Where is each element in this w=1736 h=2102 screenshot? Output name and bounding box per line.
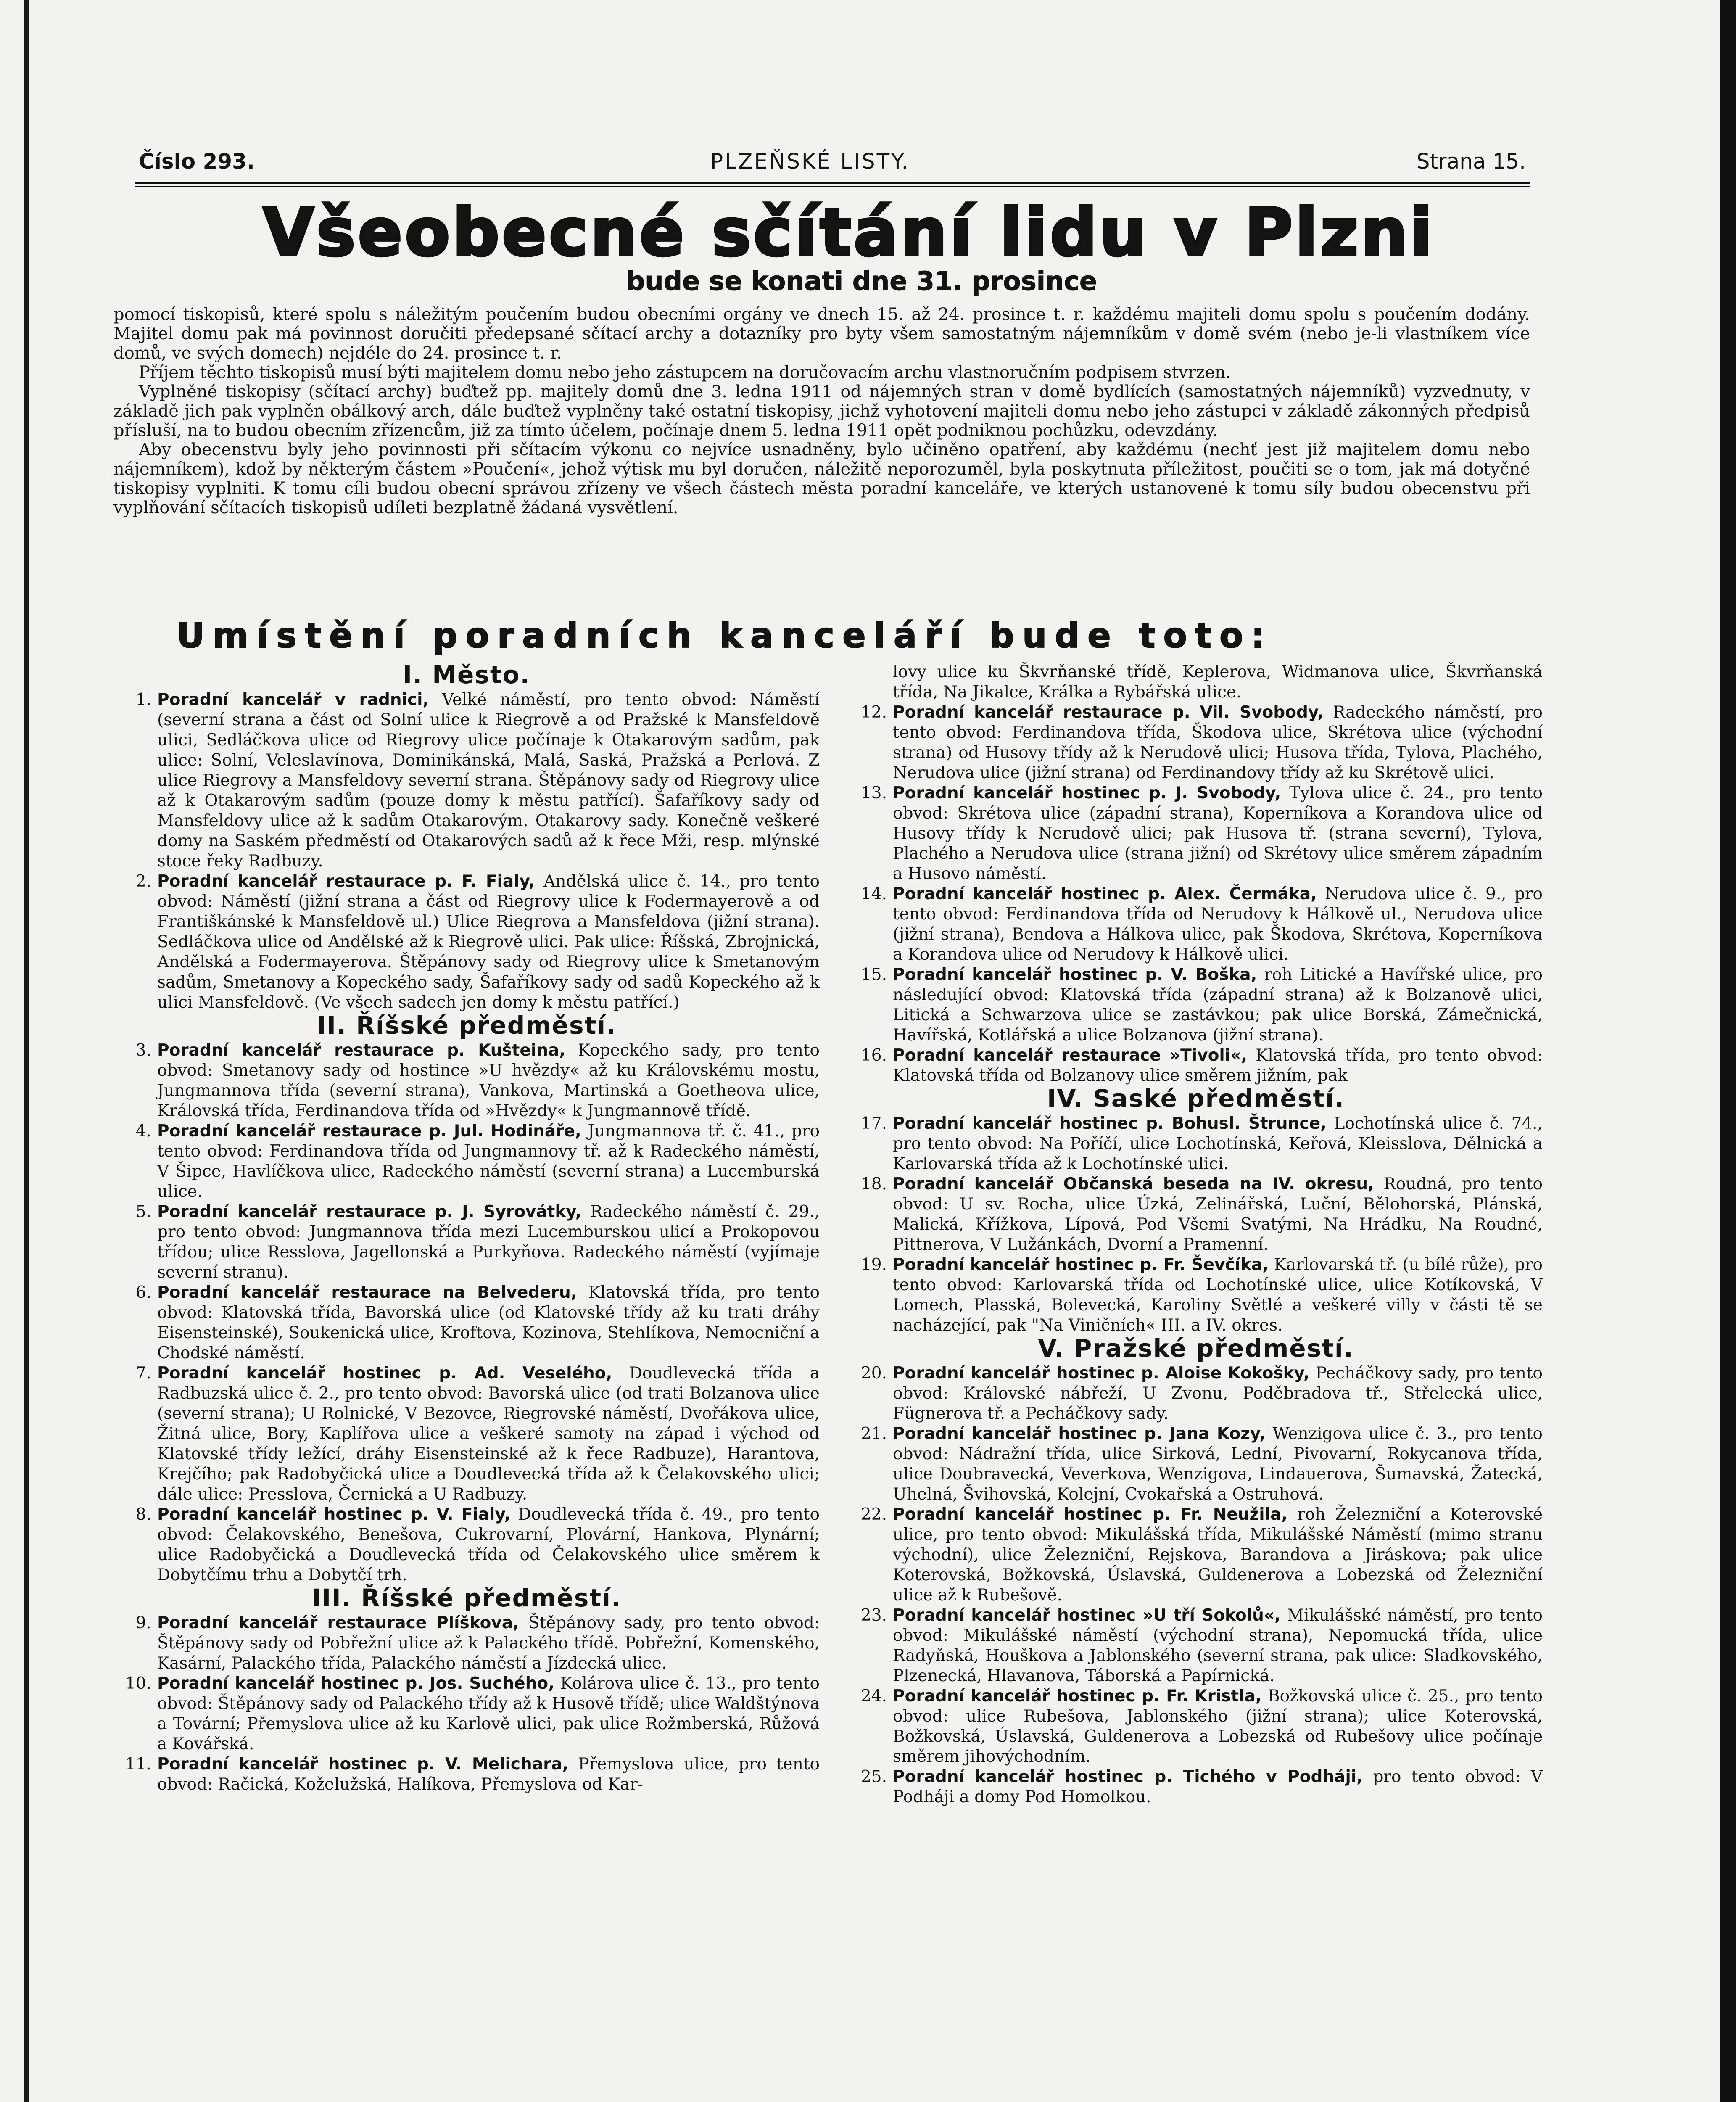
office-name: Poradní kancelář hostinec p. Bohusl. Štrunce, (893, 1114, 1327, 1133)
office-number: 16. (860, 1046, 887, 1065)
intro-paragraph: Příjem těchto tiskopisů musí býti majitelem domu nebo jeho zástupcem na doručovacím archu vlastnoručním podpisem stvrzen. (139, 363, 1231, 382)
office-name: Poradní kancelář restaurace p. Kušteina, (157, 1041, 566, 1060)
office-number: 19. (860, 1255, 887, 1274)
office-entry (849, 783, 1543, 884)
office-name: Poradní kancelář v radnici, (157, 690, 429, 709)
office-entry (113, 1040, 820, 1121)
office-entry (113, 690, 820, 871)
office-number: 22. (860, 1505, 887, 1524)
office-number: 8. (135, 1505, 151, 1524)
office-entry (849, 1505, 1543, 1606)
office-name: Poradní kancelář restaurace p. Jul. Hodináře, (157, 1122, 581, 1141)
office-name: Poradní kancelář hostinec p. Jos. Suchého, (157, 1674, 554, 1693)
office-entry (849, 1255, 1543, 1336)
office-entry (113, 871, 820, 1013)
office-number: 23. (860, 1606, 887, 1625)
left-column (113, 662, 820, 1795)
page-number: Strana 15. (1416, 149, 1526, 174)
district-heading: I. Město. (403, 660, 530, 689)
office-name: Poradní kancelář hostinec p. Fr. Ševčíka, (893, 1255, 1269, 1274)
headline: Všeobecné sčítání lidu v Plzni (263, 194, 1435, 271)
office-entry (849, 1174, 1543, 1255)
district-heading: V. Pražské předměstí. (1038, 1334, 1354, 1363)
office-continuation: lovy ulice ku Škvrňanské třídě, Keplerova, Widmanova ulice, Škvrňanská třída, Na Jikalce, Králka a Rybářská ulice. (893, 663, 1543, 702)
office-text: Radeckého náměstí, pro tento obvod: Ferdinandova třída, Škodova ulice, Skrétova ulice (východní strana) od Husovy třídy až k Nerudově ulici; Husova třída, Tylova, Plachého, Nerudova ulice (jižní strana) od Ferdinandovy třídy až ku Skrétově ulici. (893, 703, 1543, 782)
office-text: Kolárova ulice č. 13., pro tento obvod: Štěpánovy sady od Palackého třídy až k Husově třídě; ulice Waldštýnova a Tovární; Přemyslova ulice až ku Karlově ulici, pak ulice Rožmberská, Růžová a Kovářská. (157, 1674, 820, 1753)
newspaper-title: PLZEŇSKÉ LISTY. (710, 149, 910, 174)
district-heading: II. Říšské předměstí. (317, 1011, 617, 1040)
office-number: 7. (135, 1364, 151, 1383)
office-number: 1. (135, 690, 151, 709)
office-name: Poradní kancelář hostinec »U tří Sokolů«, (893, 1606, 1281, 1625)
office-number: 6. (135, 1283, 151, 1302)
office-name: Poradní kancelář hostinec p. V. Boška, (893, 965, 1257, 984)
office-number: 18. (860, 1175, 887, 1194)
office-number: 12. (860, 703, 887, 722)
office-text: Božkovská ulice č. 25., pro tento obvod: ulice Rubešova, Jablonského (jižní strana); ulice Koterovská, Božkovská, Úslavská, Guldenerova a Lobezská od Rubešovy ulice počínaje směrem jihovýchodním. (893, 1687, 1543, 1766)
office-text: Wenzigova ulice č. 3., pro tento obvod: Nádražní třída, ulice Sirková, Lední, Pivovarní, Rokycanova třída, ulice Doubravecká, Veverkova, Wenzigova, Lindauerova, Šumavská, Žatecká, Uhelná, Švihovská, Kolejní, Cvokařská a Ostruhová. (893, 1424, 1543, 1504)
office-entry (113, 1505, 820, 1585)
office-entry (849, 1424, 1543, 1505)
office-text: Doudlevecká třída č. 49., pro tento obvod: Čelakovského, Benešova, Cukrovarní, Plovární, Hankova, Plynární; ulice Radobyčická a Doudlevecká třída od Čelakovského ulice směrem k Dobytčímu trhu a Dobytčí trh. (157, 1505, 820, 1584)
office-number: 2. (135, 872, 151, 891)
office-text: Tylova ulice č. 24., pro tento obvod: Skrétova ulice (západní strana), Koperníkova a Korandova ulice od Husovy třídy k Nerudově ulici; pak Husova tř. (strana severní), Tylova, Plachého a Nerudova ulice (strana jižní) od Skrétovy ulice směrem západním a Husovo náměstí. (893, 784, 1543, 883)
office-name: Poradní kancelář hostinec p. Ad. Veselého, (157, 1364, 612, 1383)
office-name: Poradní kancelář hostinec p. Jana Kozy, (893, 1424, 1266, 1443)
office-entry (849, 1363, 1543, 1424)
office-text: Přemyslova ulice, pro tento obvod: Račická, Koželužská, Halíkova, Přemyslova od Kar- (157, 1755, 820, 1794)
office-number: 5. (135, 1202, 151, 1221)
office-number: 14. (860, 885, 887, 903)
office-entry (113, 1754, 820, 1795)
office-entry (849, 965, 1543, 1046)
office-name: Poradní kancelář hostinec p. Alex. Čermáka, (893, 885, 1317, 903)
office-entry (113, 1121, 820, 1202)
office-text: Štěpánovy sady, pro tento obvod: Štěpánovy sady od Pobřežní ulice až k Palackého třídě. Pobřežní, Komenského, Kasární, Palackého třída, Palackého náměstí a Jízdecká ulice. (157, 1613, 820, 1673)
district-heading: IV. Saské předměstí. (1047, 1084, 1345, 1113)
office-name: Poradní kancelář hostinec p. Fr. Kristla, (893, 1687, 1262, 1706)
office-name: Poradní kancelář restaurace »Tivoli«, (893, 1046, 1248, 1065)
office-text: Mikulášské náměstí, pro tento obvod: Mikulášské náměstí (východní strana), Nepomucká třída, ulice Radyňská, Houškova a Jablonského (severní strana, pak ulice: Sladkovského, Plzenecká, Hlavanova, Táborská a Papírnická. (893, 1606, 1543, 1685)
office-number: 24. (860, 1687, 887, 1706)
page-header (139, 149, 1526, 174)
office-number: 21. (860, 1424, 887, 1443)
district-heading: III. Říšské předměstí. (311, 1584, 621, 1612)
office-entry (113, 1283, 820, 1363)
office-entry (849, 1114, 1543, 1174)
office-entry (113, 1674, 820, 1754)
office-name: Poradní kancelář hostinec p. Aloise Kokošky, (893, 1364, 1310, 1383)
office-text: Karlovarská tř. (u bílé růže), pro tento obvod: Karlovarská třída od Lochotínské ulice, ulice Kotíkovská, V Lomech, Plasská, Bolevecká, Karoliny Světlé a veškeré villy v části tě se nacházející, pak "Na Viničních« III. a IV. okres. (893, 1255, 1543, 1335)
office-entry (849, 1046, 1543, 1086)
office-text: Lochotínská ulice č. 74., pro tento obvod: Na Poříčí, ulice Lochotínská, Keřová, Kleisslova, Dělnická a Karlovarská třída až k Lochotínské ulici. (893, 1114, 1543, 1173)
office-number: 10. (125, 1674, 151, 1693)
office-number: 17. (860, 1114, 887, 1133)
office-name: Poradní kancelář restaurace Plíškova, (157, 1613, 519, 1632)
scan-border-right (1720, 0, 1736, 2102)
office-name: Poradní kancelář restaurace p. Vil. Svobody, (893, 703, 1324, 722)
office-number: 9. (135, 1613, 151, 1632)
office-number: 11. (125, 1755, 151, 1774)
office-text: Radeckého náměstí č. 29., pro tento obvod: Jungmannova třída mezi Lucemburskou ulicí a Prokopovou třídou; ulice Resslova, Jagellonská a Purkyňova. Radeckého náměstí (vyjímaje severní stranu). (157, 1202, 820, 1282)
office-name: Poradní kancelář hostinec p. Fr. Neužila, (893, 1505, 1288, 1524)
office-name: Poradní kancelář Občanská beseda na IV. okresu, (893, 1175, 1374, 1194)
office-number: 15. (860, 965, 887, 984)
office-name: Poradní kancelář hostinec p. V. Fialy, (157, 1505, 511, 1524)
intro-paragraph: Vyplněné tiskopisy (sčítací archy) buďtež pp. majitely domů dne 3. ledna 1911 od nájemných stran v domě bydlících (samostatných nájemníků) vyzvednuty, v základě jich pak vyplněn obálkový arch, dále buďtež vyplněny také ostatní tiskopisy, jichž vyhotovení majiteli domu nebo jeho zástupci v základě zákonných předpisů přísluší, na to budou obecním zřízencům, již za tímto účelem, počínaje dnem 5. ledna 1911 opět podniknou pochůzku, odevzdány. (113, 382, 1530, 440)
intro-paragraph: Aby obecenstvu byly jeho povinnosti při sčítacím výkonu co nejvíce usnadněny, bylo učiněno opatření, aby každému (nechť jest již majitelem domu nebo nájemníkem), kdož by některým částem »Poučení«, jehož výtisk mu byl doručen, náležitě neporozuměl, byla poskytnuta příležitost, poučiti se o tom, jak má dotyčné tiskopisy vyplniti. K tomu cíli budou obecní správou zřízeny ve všech částech města poradní kanceláře, ve kterých ustanovené k tomu síly budou obecenstvu při vyplňování sčítacích tiskopisů udíleti bezplatně žádaná vysvětlení. (113, 440, 1530, 518)
office-number: 25. (860, 1767, 887, 1786)
office-name: Poradní kancelář hostinec p. V. Melichara, (157, 1755, 569, 1774)
office-text: Nerudova ulice č. 9., pro tento obvod: Ferdinandova třída od Nerudovy k Hálkově ul., Nerudova ulice (jižní strana), Bendova a Hálkova ulice, pak Škodova, Skrétova, Koperníkova a Korandova ulice od Nerudovy k Hálkově ulici. (893, 885, 1543, 964)
office-number: 20. (860, 1364, 887, 1383)
office-text: Klatovská třída, pro tento obvod: Klatovská třída, Bavorská ulice (od Klatovské třídy až ku trati dráhy Eisensteinské), Soukenická ulice, Kroftova, Kozinova, Stehlíkova, Nemocniční a Chodské náměstí. (157, 1283, 820, 1363)
office-number: 13. (860, 784, 887, 803)
office-number: 3. (135, 1041, 151, 1060)
office-text: Doudlevecká třída a Radbuzská ulice č. 2., pro tento obvod: Bavorská ulice (od trati Bolzanova ulice (severní strana); U Rolnické, V Bezovce, Riegrovské náměstí, Dvořákova ulice, Žitná ulice, Bory, Kaplířova ulice a veškeré samoty na západ i východ od Klatovské třídy ležící, dráhy Eisensteinské až k řece Radbuze), Harantova, Krejčího; pak Radobyčická ulice a Doudlevecká třída až k Čelakovského ulici; dále ulice: Presslova, Černická a U Radbuzy. (157, 1364, 820, 1504)
office-entry (849, 1686, 1543, 1767)
office-text: Kopeckého sady, pro tento obvod: Smetanovy sady od hostince »U hvězdy« až ku Královskému mostu, Jungmannova třída (severní strana), Vankova, Martinská a Goetheova ulice, Královská třída, Ferdinandova třída od »Hvězdy« k Jungmannově třídě. (157, 1041, 820, 1120)
scan-border-left (24, 0, 29, 2102)
office-text: Klatovská třída, pro tento obvod: Klatovská třída od Bolzanovy ulice směrem jižním, pak (893, 1046, 1543, 1085)
office-text: Jungmannova tř. č. 41., pro tento obvod: Ferdinandova třída od Jungmannovy tř. až k Radeckého náměstí, V Šipce, Havlíčkova ulice, Radeckého náměstí (severní strana) a Lucemburská ulice. (157, 1122, 820, 1201)
office-entry (849, 702, 1543, 783)
office-text: Roudná, pro tento obvod: U sv. Rocha, ulice Úzká, Zelinářská, Luční, Bělohorská, Plánská, Malická, Křížkova, Lípová, Pod Všemi Svatými, Na Hrádku, Na Roudné, Pittnerova, V Lužánkách, Dvorní a Pramenní. (893, 1175, 1543, 1254)
office-text: pro tento obvod: V Podháji a domy Pod Homolkou. (893, 1767, 1543, 1806)
office-entry (113, 1202, 820, 1283)
office-entry (849, 1606, 1543, 1686)
issue-number: Číslo 293. (139, 149, 255, 174)
office-text: Pecháčkovy sady, pro tento obvod: Královské nábřeží, U Zvonu, Poděbradova tř., Střelecká ulice, Fügnerova tř. a Pecháčkovy sady. (893, 1364, 1543, 1423)
header-rule (135, 182, 1530, 184)
office-entry (113, 1363, 820, 1505)
office-name: Poradní kancelář restaurace p. J. Syrovátky, (157, 1202, 582, 1221)
header-rule-thin (135, 186, 1530, 187)
section-title: Umístění poradních kanceláří bude toto: (177, 616, 1273, 656)
office-name: Poradní kancelář restaurace na Belvederu, (157, 1283, 577, 1302)
office-entry (113, 1613, 820, 1674)
office-text: Velké náměstí, pro tento obvod: Náměstí (severní strana a část od Solní ulice k Riegrově a od Pražské k Mansfeldově ulici, Sedláčkova ulice od Riegrovy ulice počínaje k Otakarovým sadům, pak ulice: Solní, Veleslavínova, Dominikánská, Malá, Saská, Pražská a Perlová. Z ulice Riegrovy a Mansfeldovy severní strana. Štěpánovy sady od Riegrovy ulice až k Otakarovým sadům (pouze domy k městu patřící). Šafaříkovy sady od Mansfeldovy ulice až k sadům Otakarovým. Otakarovy sady. Konečně veškeré domy na Saském předměstí od Otakarových sadů až k řece Mži, resp. mlýnské stoce řeky Radbuzy. (157, 690, 820, 871)
office-text: roh Litické a Havířské ulice, pro následující obvod: Klatovská třída (západní strana) až k Bolzanově ulici, Litická a Schwarzova ulice se zastávkou; pak ulice Borská, Zámečnická, Havířská, Kotlářská a ulice Bolzanova (jižní strana). (893, 965, 1543, 1045)
office-text: Andělská ulice č. 14., pro tento obvod: Náměstí (jižní strana a část od Riegrovy ulice k Fodermayerově a od Františkánské k Mansfeldově ul.) Ulice Riegrova a Mansfeldova (jižní strana). Sedláčkova ulice od Andělské až k Riegrově ulici. Pak ulice: Říšská, Zbrojnická, Andělská a Fodermayerova. Štěpánovy sady od Riegrovy ulice k Smetanovým sadům, Smetanovy a Kopeckého sady, Šafaříkovy sady od sadů Kopeckého až k ulici Mansfeldově. (Ve všech sadech jen domy k městu patřící.) (157, 872, 820, 1012)
office-text: roh Železniční a Koterovské ulice, pro tento obvod: Mikulášská třída, Mikulášské Náměstí (mimo stranu východní), ulice Železniční, Rejskova, Barandova a Jiráskova; pak ulice Koterovská, Božkovská, Úslavská, Guldenerova a Lobezská od Železniční ulice až k Rubešově. (893, 1505, 1543, 1605)
office-name: Poradní kancelář hostinec p. J. Svobody, (893, 784, 1281, 803)
intro-text (113, 305, 1530, 518)
subheadline: bude se konati dne 31. prosince (626, 266, 1097, 296)
office-name: Poradní kancelář restaurace p. F. Fialy, (157, 872, 535, 891)
intro-paragraph: pomocí tiskopisů, které spolu s náležitým poučením budou obecními orgány ve dnech 15. až 24. prosince t. r. každému majiteli domu spolu s poučením dodány. Majitel domu pak má povinnost doručiti předepsané sčítací archy a dotazníky pro byty všem samostatným nájemníkům v domě svém (nebo je-li vlastníkem více domů, ve svých domech) nejdéle do 24. prosince t. r. (113, 305, 1530, 363)
office-entry (849, 1767, 1543, 1807)
right-column (849, 662, 1543, 1807)
office-entry (849, 884, 1543, 965)
office-name: Poradní kancelář hostinec p. Tichého v Podháji, (893, 1767, 1363, 1786)
office-number: 4. (135, 1122, 151, 1141)
